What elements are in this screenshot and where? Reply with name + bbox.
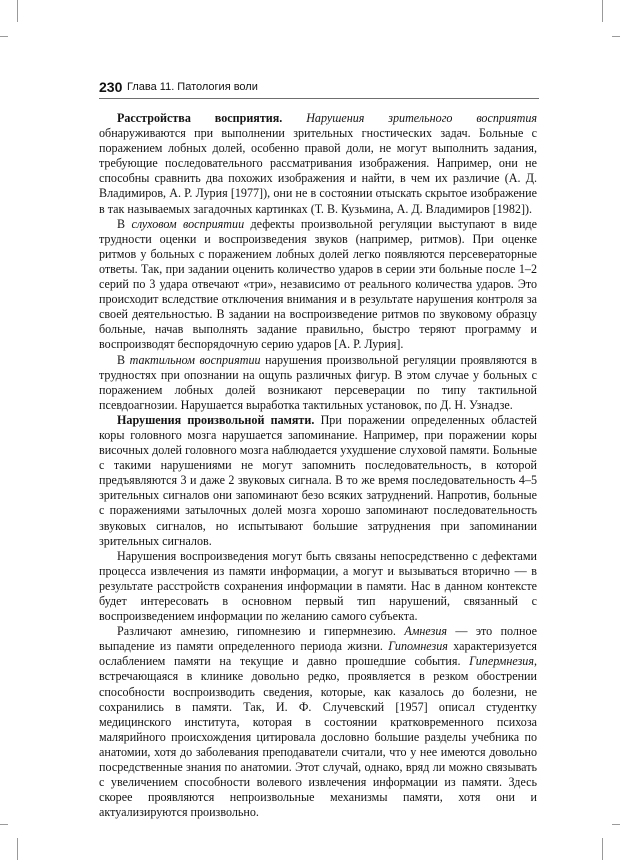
paragraph-text: В: [117, 216, 132, 231]
crop-mark-bottom-right-v: [602, 838, 603, 860]
emphasis-term: тактильном восприятии: [129, 352, 261, 367]
paragraph-text: [282, 111, 306, 125]
page-number: 230: [99, 79, 123, 95]
body-text: [99, 111, 537, 820]
crop-mark-top-left-h: [0, 36, 8, 37]
paragraph-text: обнаруживаются при выполнении зрительных гностических задач. Больные с поражением лобных долей, особенно правой доли, не могут выполнить задания, требующие последовательного рассматривания изображения. Например, они не способны сравнить два похожих изображения и найти, в чем их различие (А. Д. Владимиров, А. Р. Лурия [1977]), они не в состоянии отыскать скрытое изображение в так называемых загадочных картинках (Т. В. Кузьмина, А. Д. Владимиров [1982]).: [99, 126, 537, 216]
emphasis-term: Нарушения зрительного восприятия: [306, 111, 538, 125]
paragraph: [99, 353, 537, 413]
paragraph: [99, 111, 537, 217]
crop-mark-bottom-right-h: [612, 824, 620, 825]
paragraph-text: , встречающаяся в клинике довольно редко, проявляется в резком обострении способности воспроизводить сведения, которые, как казалось до болезни, не сохранились в памяти. Так, И. Ф. Случевский [1957] описал студентку медицинского института, которая в состоянии кратковременного психоза малярийного происхождения цитировала дословно большие разделы учебника по анатомии, хотя до заболевания преподаватели считали, что у нее имеются довольно посредственные знания по анатомии. Этот случай, однако, вряд ли можно связывать с увеличением способности волевого извлечения информации из памяти. Здесь скорее проявляются непроизвольные механизмы памяти, хотя они и актуализируются произвольно.: [99, 654, 537, 820]
paragraph-text: дефекты произвольной регуляции выступают в виде трудности оценки и воспроизведения звуков (например, ритмов). При оценке ритмов у больных с поражением лобных долей легко появляются персевераторные ответы. Так, при задании оценить количество ударов в серии эти больные после 1–2 серий по 3 удара отвечают «три», независимо от реального количества ударов. Это происходит вследствие отключения внимания и в результате нарушения контроля за своей деятельностью. В задании на воспроизведение ритмов по звуковому образцу больные, начав выполнять задание правильно, быстро теряют программу и воспроизводят беспорядочную серию ударов [А. Р. Лурия].: [99, 216, 537, 352]
crop-mark-top-right-h: [612, 36, 620, 37]
paragraph-heading: Расстройства восприятия.: [117, 111, 283, 125]
paragraph-text: Различают амнезию, гипомнезию и гипермнезию.: [117, 624, 405, 639]
chapter-title: Глава 11. Патология воли: [127, 81, 258, 93]
emphasis-term: слуховом восприятии: [131, 216, 245, 231]
paragraph: [99, 624, 537, 820]
crop-mark-bottom-left-v: [17, 838, 18, 860]
crop-mark-bottom-left-h: [0, 824, 8, 825]
paragraph-text: — это полное выпадение из памяти определенного периода жизни.: [99, 624, 538, 654]
emphasis-term: Амнезия: [404, 624, 448, 639]
paragraph-text: В: [117, 352, 130, 367]
paragraph-text: При поражении определенных областей коры головного мозга нарушается запоминание. Например, при поражении коры височных долей головного мозга наблюдается ухудшение слуховой памяти. Больные с такими нарушениями не могут запомнить последовательность, в которой предъявляются 3 и даже 2 звуковых сигнала. В то же время последовательность 4–5 зрительных сигналов они запоминают безо всяких затруднений. Напротив, больные с поражениями затылочных долей мозга хорошо запоминают последовательность звуковых сигналов, но испытывают большие затруднения при запоминании зрительных сигналов.: [99, 412, 537, 548]
crop-mark-top-left-v: [17, 0, 18, 22]
crop-mark-top-right-v: [602, 0, 603, 22]
paragraph-text: характеризуется ослаблением памяти на текущие и давно прошедшие события.: [99, 639, 537, 669]
running-header: [99, 79, 539, 95]
paragraph: [99, 549, 537, 624]
paragraph: [99, 413, 537, 549]
paragraph-text: Нарушения воспроизведения могут быть связаны непосредственно с дефектами процесса извлечения из памяти информации, а могут и вызываться вторично — в результате расстройств сохранения информации в памяти. Нас в данном контексте будет интересовать в основном первый тип нарушений, связанный с воспроизведением информации по желанию самого субъекта.: [99, 548, 537, 624]
paragraph-text: нарушения произвольной регуляции проявляются в трудностях при опознании на ощупь различных фигур. В этом случае у больных с поражением лобных долей возникают персеверации по типу тактильной псевдоагнозии. Нарушается выработка тактильных установок, по Д. Н. Узнадзе.: [99, 352, 538, 412]
emphasis-term: Гипермнезия: [469, 654, 534, 669]
emphasis-term: Гипомнезия: [388, 639, 448, 654]
header-rule: [99, 98, 539, 99]
paragraph: [99, 217, 537, 353]
paragraph-heading: Нарушения произвольной памяти.: [117, 412, 315, 427]
